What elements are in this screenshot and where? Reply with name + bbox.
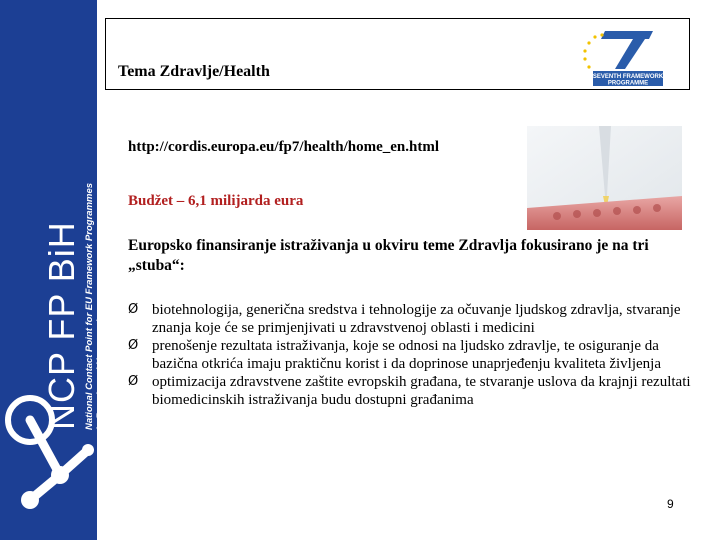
network-logo-icon bbox=[0, 380, 97, 540]
lab-pipette-photo bbox=[527, 126, 682, 230]
pillar-list bbox=[128, 301, 693, 409]
health-link[interactable]: http://cordis.europa.eu/fp7/health/home_en.html bbox=[128, 139, 439, 155]
budget-text: Budžet – 6,1 milijarda eura bbox=[128, 193, 304, 209]
arrow-bullet-icon: Ø bbox=[128, 374, 139, 389]
intro-paragraph: Europsko finansiranje istraživanja u okviru teme Zdravlja fokusirano je na tri „stuba“: bbox=[128, 237, 649, 274]
fp7-logo bbox=[575, 23, 671, 89]
list-item-text: optimizacija zdravstvene zaštite evropskih građana, te stvaranje uslova da krajnji rezultati biomedicinskih istraživanja budu dostupni građanima bbox=[152, 374, 691, 408]
list-item bbox=[128, 301, 693, 337]
list-item bbox=[128, 337, 693, 373]
arrow-bullet-icon: Ø bbox=[128, 302, 139, 317]
logo-text-line2: PROGRAMME bbox=[607, 80, 649, 87]
logo-text-line1: SEVENTH FRAMEWORK bbox=[592, 74, 664, 80]
sidebar-banner bbox=[0, 0, 106, 540]
list-item bbox=[128, 373, 693, 409]
page-title: Tema Zdravlje/Health bbox=[118, 63, 270, 80]
list-item-text: prenošenje rezultata istraživanja, koje se odnosi na ljudsko zdravlje, te osiguranje da bazična otkrića imaju praktičnu korist i da doprinose unaprjeđenju kvaliteta življenja bbox=[152, 338, 661, 372]
page-number: 9 bbox=[667, 497, 674, 511]
brand-subtitle-line2: in Bosnia and Herzegovina bbox=[95, 308, 106, 430]
list-item-text: biotehnologija, generična sredstva i tehnologije za očuvanje ljudskog zdravlja, stvaranje znanja koje će se primjenjivati u zdravstvenoj oblasti i medicini bbox=[152, 302, 681, 336]
arrow-bullet-icon: Ø bbox=[128, 338, 139, 353]
title-box bbox=[105, 18, 690, 90]
brand-name: NCP FP BiH bbox=[41, 221, 82, 430]
brand-subtitle-line1: National Contact Point for EU Framework Programmes bbox=[84, 182, 95, 430]
